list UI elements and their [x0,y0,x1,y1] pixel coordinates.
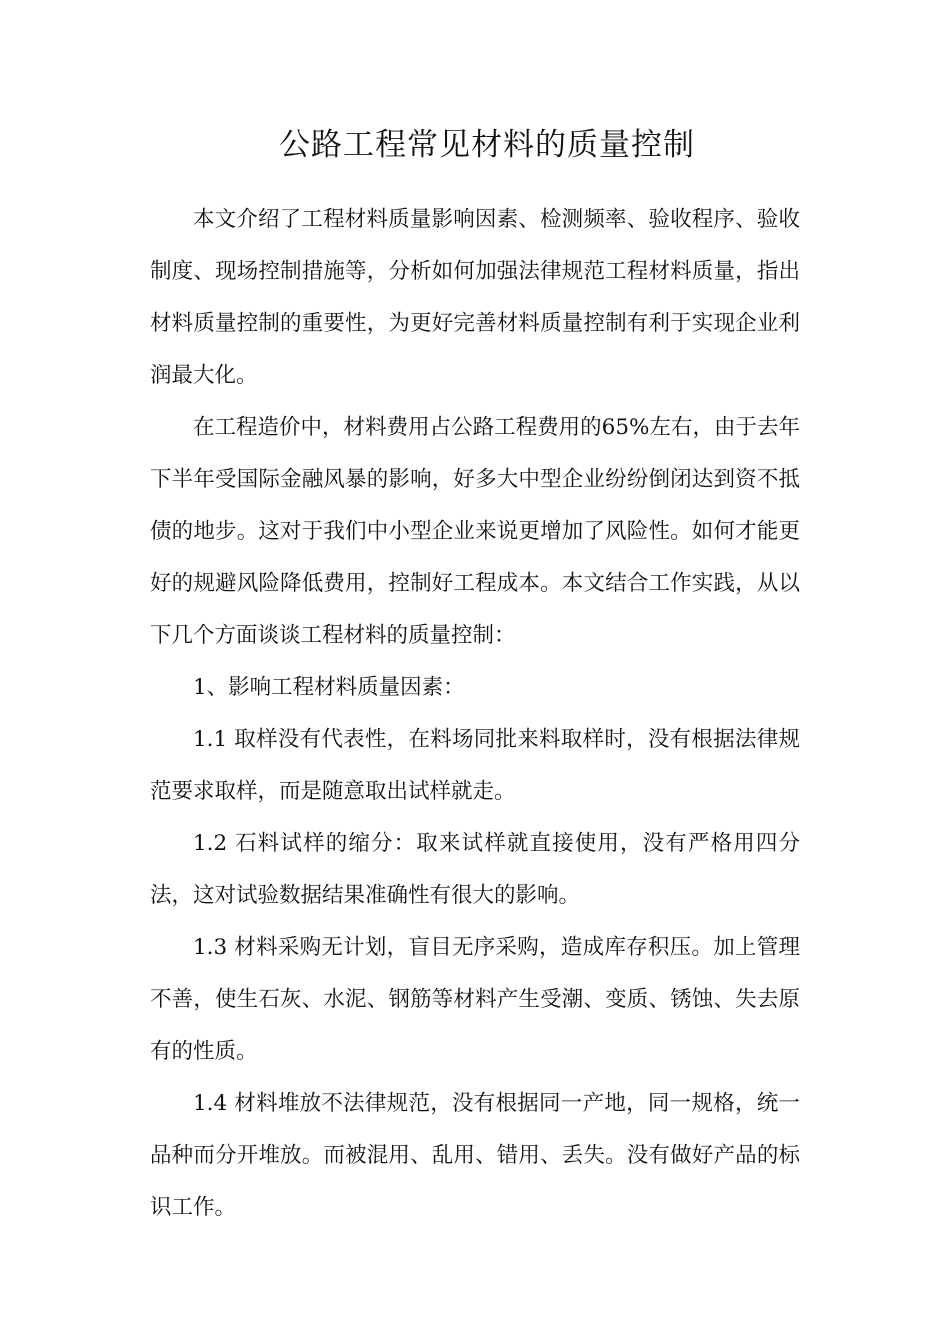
document-title: 公路工程常见材料的质量控制 [279,127,695,163]
paragraph-abstract: 本文介绍了工程材料质量影响因素、检测频率、验收程序、验收制度、现场控制措施等，分析如何加强法律规范工程材料质量，指出材料质量控制的重要性，为更好完善材料质量控制有利于实现企业利润最大化。 [150,207,800,388]
paragraph-intro: 在工程造价中，材料费用占公路工程费用的65%左右，由于去年下半年受国际金融风暴的影响，好多大中型企业纷纷倒闭达到资不抵债的地步。这对于我们中小型企业来说更增加了风险性。如何才能更好的规避风险降低费用，控制好工程成本。本文结合工作实践，从以下几个方面谈谈工程材料的质量控制： [150,415,800,648]
paragraph-1-1: 1.1 取样没有代表性，在料场同批来料取样时，没有根据法律规范要求取样，而是随意取出试样就走。 [150,727,800,804]
paragraph-1-2: 1.2 石料试样的缩分：取来试样就直接使用，没有严格用四分法，这对试验数据结果准确性有很大的影响。 [150,831,800,908]
paragraph-1-3: 1.3 材料采购无计划，盲目无序采购，造成库存积压。加上管理不善，使生石灰、水泥、钢筋等材料产生受潮、变质、锈蚀、失去原有的性质。 [150,935,800,1064]
document-page [150,118,800,1234]
section-heading-1: 1、影响工程材料质量因素： [193,675,465,700]
paragraph-1-4: 1.4 材料堆放不法律规范，没有根据同一产地，同一规格，统一品种而分开堆放。而被混用、乱用、错用、丢失。没有做好产品的标识工作。 [150,1091,800,1220]
